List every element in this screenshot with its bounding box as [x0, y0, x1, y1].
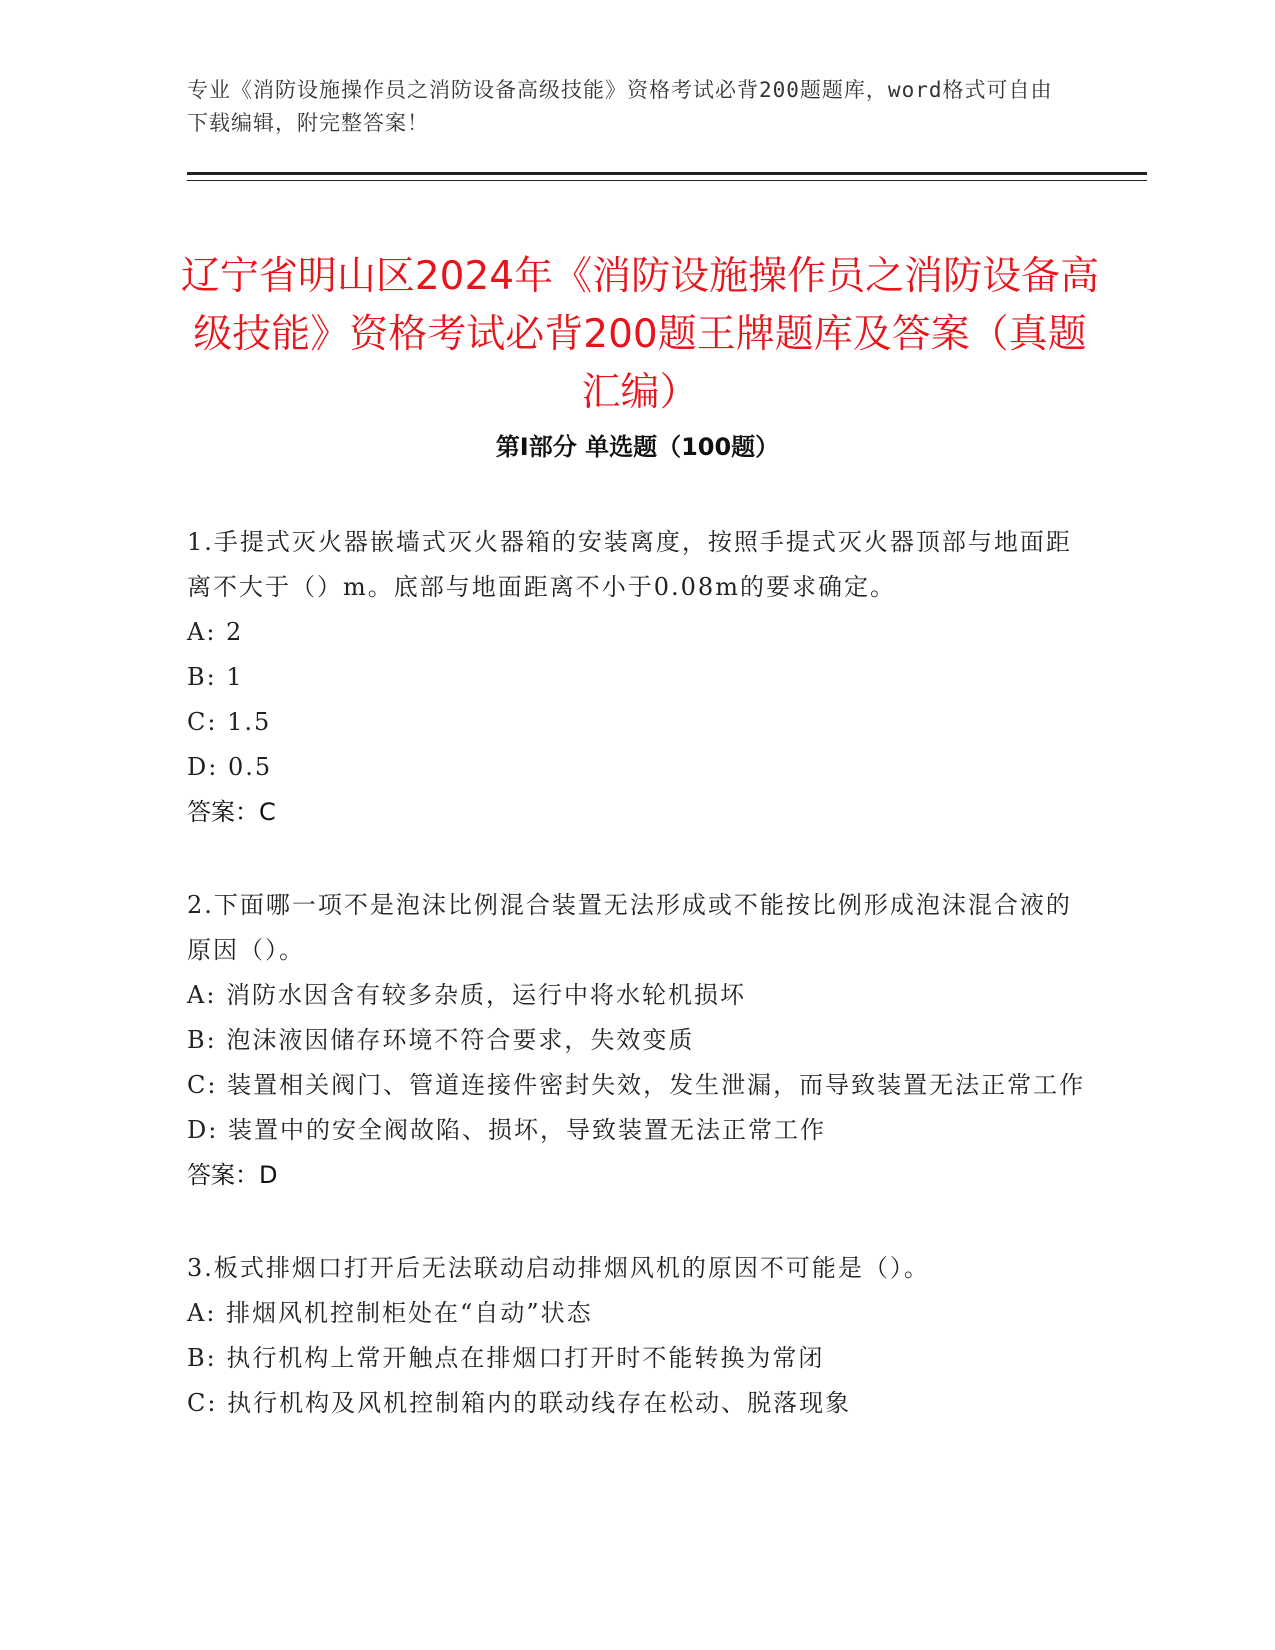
option-c: C: 执行机构及风机控制箱内的联动线存在松动、脱落现象 — [187, 1389, 852, 1417]
question-stem: 1.手提式灭火器嵌墙式灭火器箱的安装离度，按照手提式灭火器顶部与地面距离不大于（）m。底部与地面距离不小于0.08m的要求确定。 — [187, 528, 1072, 601]
option-d: D: 0.5 — [187, 753, 273, 781]
question-stem: 3.板式排烟口打开后无法联动启动排烟风机的原因不可能是（）。 — [187, 1254, 930, 1282]
header-note: 专业《消防设施操作员之消防设备高级技能》资格考试必背200题题库，word格式可自由下载编辑，附完整答案！ — [187, 78, 1053, 135]
section-heading: 第Ⅰ部分 单选题（100题） — [495, 433, 780, 461]
option-c: C: 1.5 — [187, 708, 272, 736]
answer: 答案：D — [187, 1161, 278, 1189]
document-title: 辽宁省明山区2024年《消防设施操作员之消防设备高级技能》资格考试必背200题王牌题库及答案（真题汇编） — [180, 254, 1100, 416]
answer: 答案：C — [187, 798, 276, 826]
question-list — [187, 520, 1087, 1474]
option-a: A: 排烟风机控制柜处在“自动”状态 — [187, 1299, 593, 1327]
option-a: A: 消防水因含有较多杂质，运行中将水轮机损坏 — [187, 981, 747, 1009]
header-divider-thick — [187, 172, 1147, 175]
option-b: B: 执行机构上常开触点在排烟口打开时不能转换为常闭 — [187, 1344, 825, 1372]
option-d: D: 装置中的安全阀故陷、损坏，导致装置无法正常工作 — [187, 1116, 826, 1144]
question-3 — [187, 1246, 1087, 1426]
header-divider-thin — [187, 180, 1147, 181]
question-2 — [187, 883, 1087, 1198]
option-c: C: 装置相关阀门、管道连接件密封失效，发生泄漏，而导致装置无法正常工作 — [187, 1071, 1086, 1099]
option-b: B: 1 — [187, 663, 244, 691]
option-a: A: 2 — [187, 618, 244, 646]
question-stem: 2.下面哪一项不是泡沫比例混合装置无法形成或不能按比例形成泡沫混合液的原因（）。 — [187, 891, 1072, 964]
question-1 — [187, 520, 1087, 835]
option-b: B: 泡沫液因储存环境不符合要求，失效变质 — [187, 1026, 695, 1054]
